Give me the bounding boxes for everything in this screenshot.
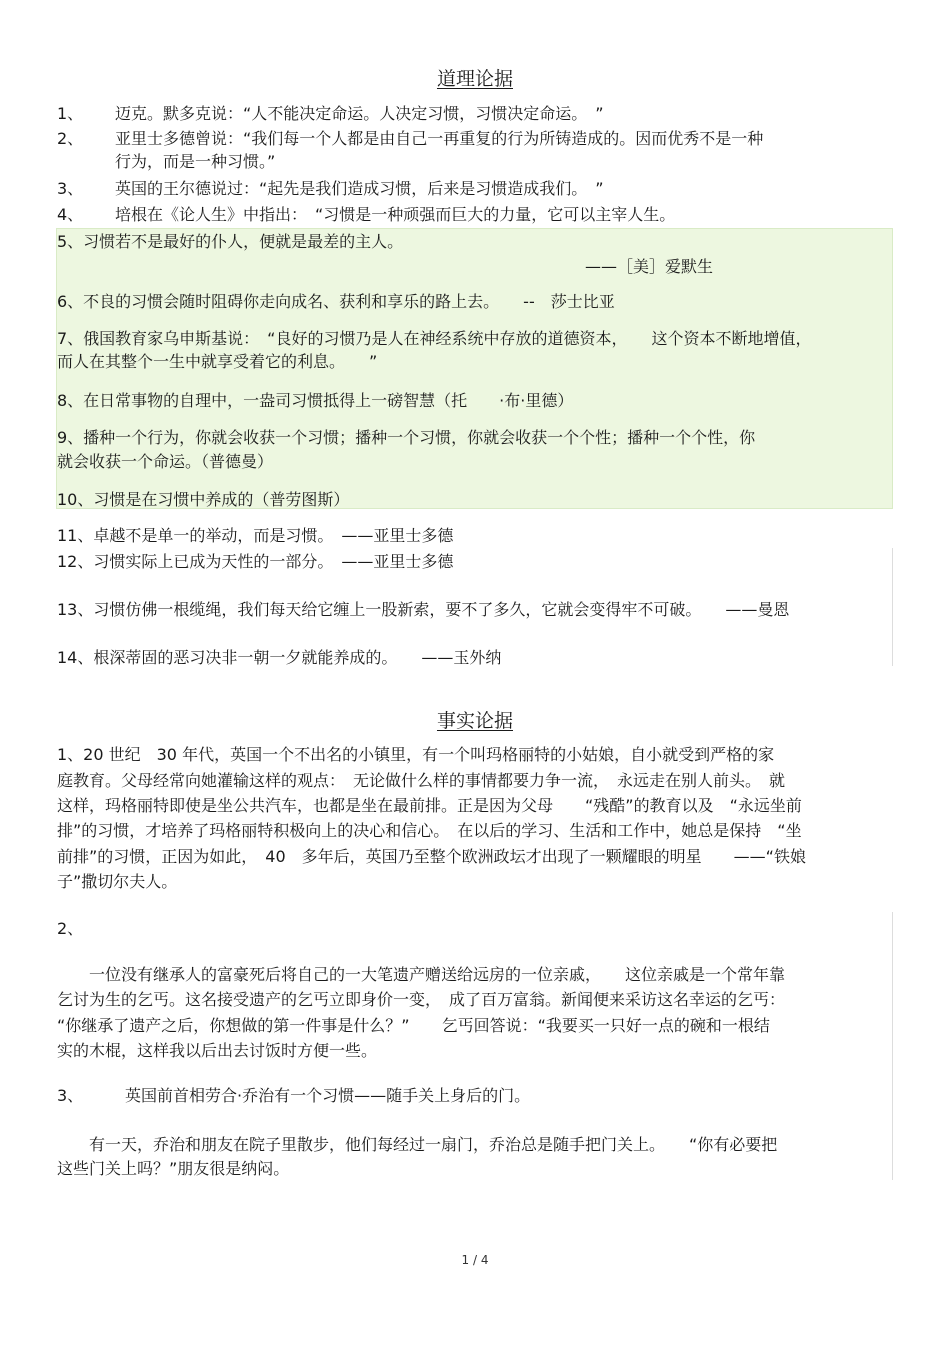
quote-item: 7、俄国教育家乌申斯基说： “良好的习惯乃是人在神经系统中存放的道德资本， 这个资本不断地增值， — [57, 329, 812, 348]
paragraph-line: 这些门关上吗？”朋友很是纳闷。 — [57, 1159, 290, 1178]
page-number: 1 / 4 — [461, 1253, 489, 1267]
item-text: 亚里士多德曾说：“我们每一个人都是由自己一再重复的行为所铸造成的。因而优秀不是一种 — [115, 129, 764, 148]
item-number: 3、 — [57, 179, 84, 198]
paragraph-number: 3、 — [57, 1086, 84, 1105]
paragraph-line: 乞讨为生的乞丐。这名接受遗产的乞丐立即身价一变， 成了百万富翁。新闻便来采访这名幸运的乞丐： — [57, 990, 786, 1009]
quote-item: 9、播种一个行为，你就会收获一个习惯；播种一个习惯，你就会收获一个个性；播种一个个性，你 — [57, 428, 756, 447]
item-number: 4、 — [57, 205, 84, 224]
paragraph-line: “你继承了遗产之后，你想做的第一件事是什么？” 乞丐回答说：“我要买一只好一点的碗和一根结 — [57, 1016, 770, 1035]
column-rule — [892, 912, 893, 1180]
list-item — [57, 128, 763, 150]
section-title-facts: 事实论据 — [436, 710, 513, 732]
paragraph-line: 一位没有继承人的富豪死后将自己的一大笔遗产赠送给远房的一位亲戚， 这位亲戚是一个常年靠 — [57, 965, 786, 984]
item-number: 1、 — [57, 104, 84, 123]
quote-item: 8、在日常事物的自理中，一盎司习惯抵得上一磅智慧（托 ·布·里德） — [57, 391, 574, 410]
item-text: 英国的王尔德说过：“起先是我们造成习惯，后来是习惯造成我们。 ” — [115, 179, 604, 198]
list-item — [57, 178, 604, 200]
quote-item: 11、卓越不是单一的举动，而是习惯。 ——亚里士多德 — [57, 526, 454, 545]
paragraph-line: 1、20 世纪 30 年代，英国一个不出名的小镇里，有一个叫玛格丽特的小姑娘，自小就受到严格的家 — [57, 745, 775, 764]
paragraph-number: 2、 — [57, 919, 84, 938]
item-continuation: 而人在其整个一生中就享受着它的利息。 ” — [57, 352, 378, 371]
item-text: 迈克。默多克说：“人不能决定命运。人决定习惯，习惯决定命运。 ” — [115, 104, 604, 123]
item-number: 2、 — [57, 129, 84, 148]
paragraph-line: 这样，玛格丽特即使是坐公共汽车，也都是坐在最前排。正是因为父母 “残酷”的教育以及 “永远坐前 — [57, 796, 802, 815]
paragraph-line: 有一天，乔治和朋友在院子里散步，他们每经过一扇门，乔治总是随手把门关上。 “你有必要把 — [57, 1135, 778, 1154]
paragraph-line: 排”的习惯，才培养了玛格丽特积极向上的决心和信心。 在以后的学习、生活和工作中，她总是保持 “坐 — [57, 821, 802, 840]
paragraph-line: 子”撒切尔夫人。 — [57, 872, 178, 891]
item-continuation: 就会收获一个命运。（普德曼） — [57, 452, 274, 471]
column-rule — [892, 548, 893, 666]
quote-item: 13、习惯仿佛一根缆绳，我们每天给它缠上一股新索，要不了多久，它就会变得牢不可破。 ——曼恩 — [57, 600, 790, 619]
quote-item: 5、习惯若不是最好的仆人，便就是最差的主人。 — [57, 232, 404, 251]
paragraph-line: 前排”的习惯，正因为如此， 40 多年后，英国乃至整个欧洲政坛才出现了一颗耀眼的明星 ——“铁娘 — [57, 847, 806, 866]
quote-item: 12、习惯实际上已成为天性的一部分。 ——亚里士多德 — [57, 552, 454, 571]
section-title-reasoning: 道理论据 — [436, 68, 513, 90]
list-item — [57, 204, 675, 226]
paragraph-heading: 英国前首相劳合·乔治有一个习惯——随手关上身后的门。 — [125, 1086, 531, 1105]
item-continuation: 行为，而是一种习惯。” — [115, 152, 276, 171]
quote-attribution: ——［美］爱默生 — [585, 257, 714, 276]
paragraph-line: 实的木棍，这样我以后出去讨饭时方便一些。 — [57, 1041, 378, 1060]
paragraph-line: 庭教育。父母经常向她灌输这样的观点： 无论做什么样的事情都要力争一流， 永远走在别人前头。 就 — [57, 771, 786, 790]
quote-item: 14、根深蒂固的恶习决非一朝一夕就能养成的。 ——玉外纳 — [57, 648, 502, 667]
quote-item: 6、不良的习惯会随时阻碍你走向成名、获利和享乐的路上去。 -- 莎士比亚 — [57, 292, 615, 311]
list-item — [57, 103, 604, 125]
item-text: 培根在《论人生》中指出： “习惯是一种顽强而巨大的力量，它可以主宰人生。 — [115, 205, 676, 224]
quote-item: 10、习惯是在习惯中养成的（普劳图斯） — [57, 490, 350, 509]
